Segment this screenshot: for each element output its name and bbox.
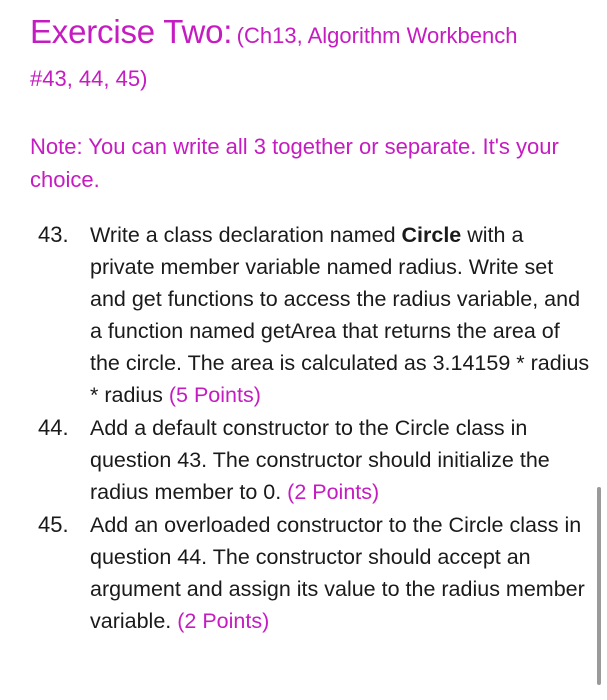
question-list [0,219,600,637]
title-main: Exercise Two: [30,13,233,50]
points-label: (2 Points) [177,609,270,633]
question-item-45 [0,509,590,637]
question-item-43 [0,219,590,411]
class-name-bold: Circle [401,223,462,247]
question-number: 44. [38,415,69,440]
title-subtitle: (Ch13, Algorithm Workbench [236,23,518,48]
instruction-note: Note: You can write all 3 together or separate. It's your choice. [30,134,559,192]
question-text: Write a class declaration named Circle with a private member variable named radius. Write set and get functions to access the radius variable, and a function named getArea that returns the area of the circle. The area is calculated as 3.14159 * radius * radius [90,223,590,407]
title-subtitle-line2: #43, 44, 45) [30,66,148,91]
points-label: (2 Points) [287,480,380,504]
question-text: Add an overloaded constructor to the Circle class in question 44. The constructor should accept an argument and assign its value to the radius member variable. [90,513,585,633]
question-text: Add a default constructor to the Circle class in question 43. The constructor should initialize the radius member to 0. [90,416,550,504]
vertical-scrollbar[interactable] [597,487,601,685]
question-number: 45. [38,512,69,537]
question-number: 43. [38,222,69,247]
exercise-title [30,9,590,62]
question-item-44 [0,412,590,508]
points-label: (5 Points) [168,383,261,407]
